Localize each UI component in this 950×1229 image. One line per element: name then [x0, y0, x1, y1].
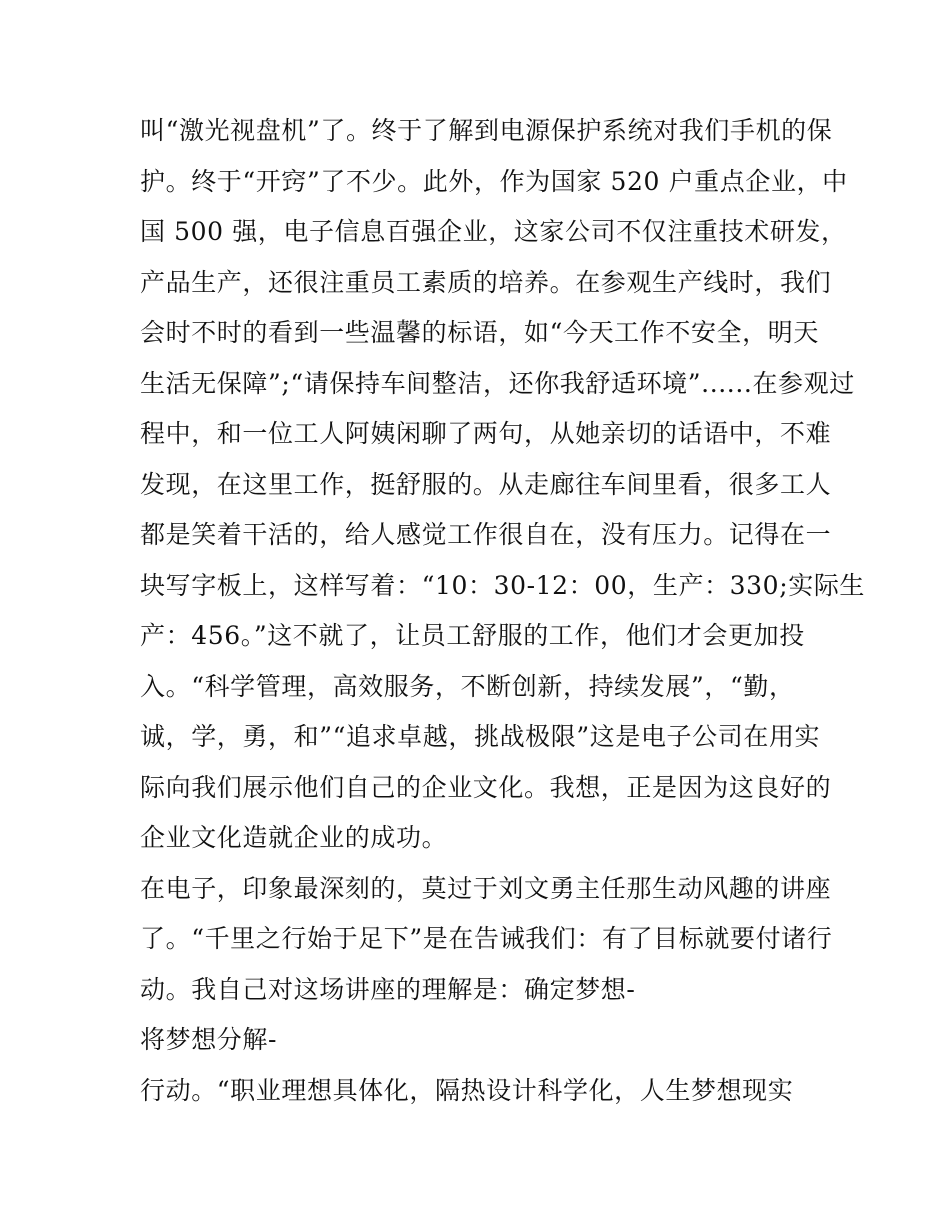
text-line: 程中，和一位工人阿姨闲聊了两句，从她亲切的话语中，不难	[140, 419, 832, 448]
text-line: 行动。“职业理想具体化，隔热设计科学化，人生梦想现实	[140, 1075, 794, 1105]
body-text	[140, 106, 866, 1116]
text-line: 动。我自己对这场讲座的理解是：确定梦想-	[140, 974, 636, 1004]
text-line: 国 500 强，电子信息百强企业，这家公司不仅注重技术研发，	[140, 217, 847, 246]
text-line: 生活无保障”;“请保持车间整洁，还你我舒适环境”......在参观过	[140, 368, 855, 398]
text-line: 叫“激光视盘机”了。终于了解到电源保护系统对我们手机的保	[140, 116, 833, 145]
text-line: 都是笑着干活的，给人感觉工作很自在，没有压力。记得在一	[140, 520, 832, 549]
text-line: 产：456。”这不就了，让员工舒服的工作，他们才会更加投	[140, 621, 805, 650]
text-line: 了。“千里之行始于足下”是在告诫我们：有了目标就要付诸行	[140, 924, 833, 953]
text-line: 诚，学，勇，和”“追求卓越，挑战极限”这是电子公司在用实	[140, 722, 821, 751]
text-line: 将梦想分解-	[140, 1025, 278, 1054]
text-line: 入。“科学管理，高效服务，不断创新，持续发展”，“勤，	[140, 671, 795, 701]
text-line: 企业文化造就企业的成功。	[140, 823, 448, 852]
text-line: 发现，在这里工作，挺舒服的。从走廊往车间里看，很多工人	[140, 469, 832, 499]
text-line: 护。终于“开窍”了不少。此外，作为国家 520 户重点企业，中	[140, 166, 848, 196]
text-line: 产品生产，还很注重员工素质的培养。在参观生产线时，我们	[140, 267, 832, 297]
text-line: 际向我们展示他们自己的企业文化。我想，正是因为这良好的	[140, 772, 832, 802]
text-line: 会时不时的看到一些温馨的标语，如“今天工作不安全，明天	[140, 318, 819, 347]
text-line: 在电子，印象最深刻的，莫过于刘文勇主任那生动风趣的讲座	[140, 873, 832, 903]
text-line: 块写字板上，这样写着：“10：30-12：00，生产：330;实际生	[140, 570, 866, 600]
